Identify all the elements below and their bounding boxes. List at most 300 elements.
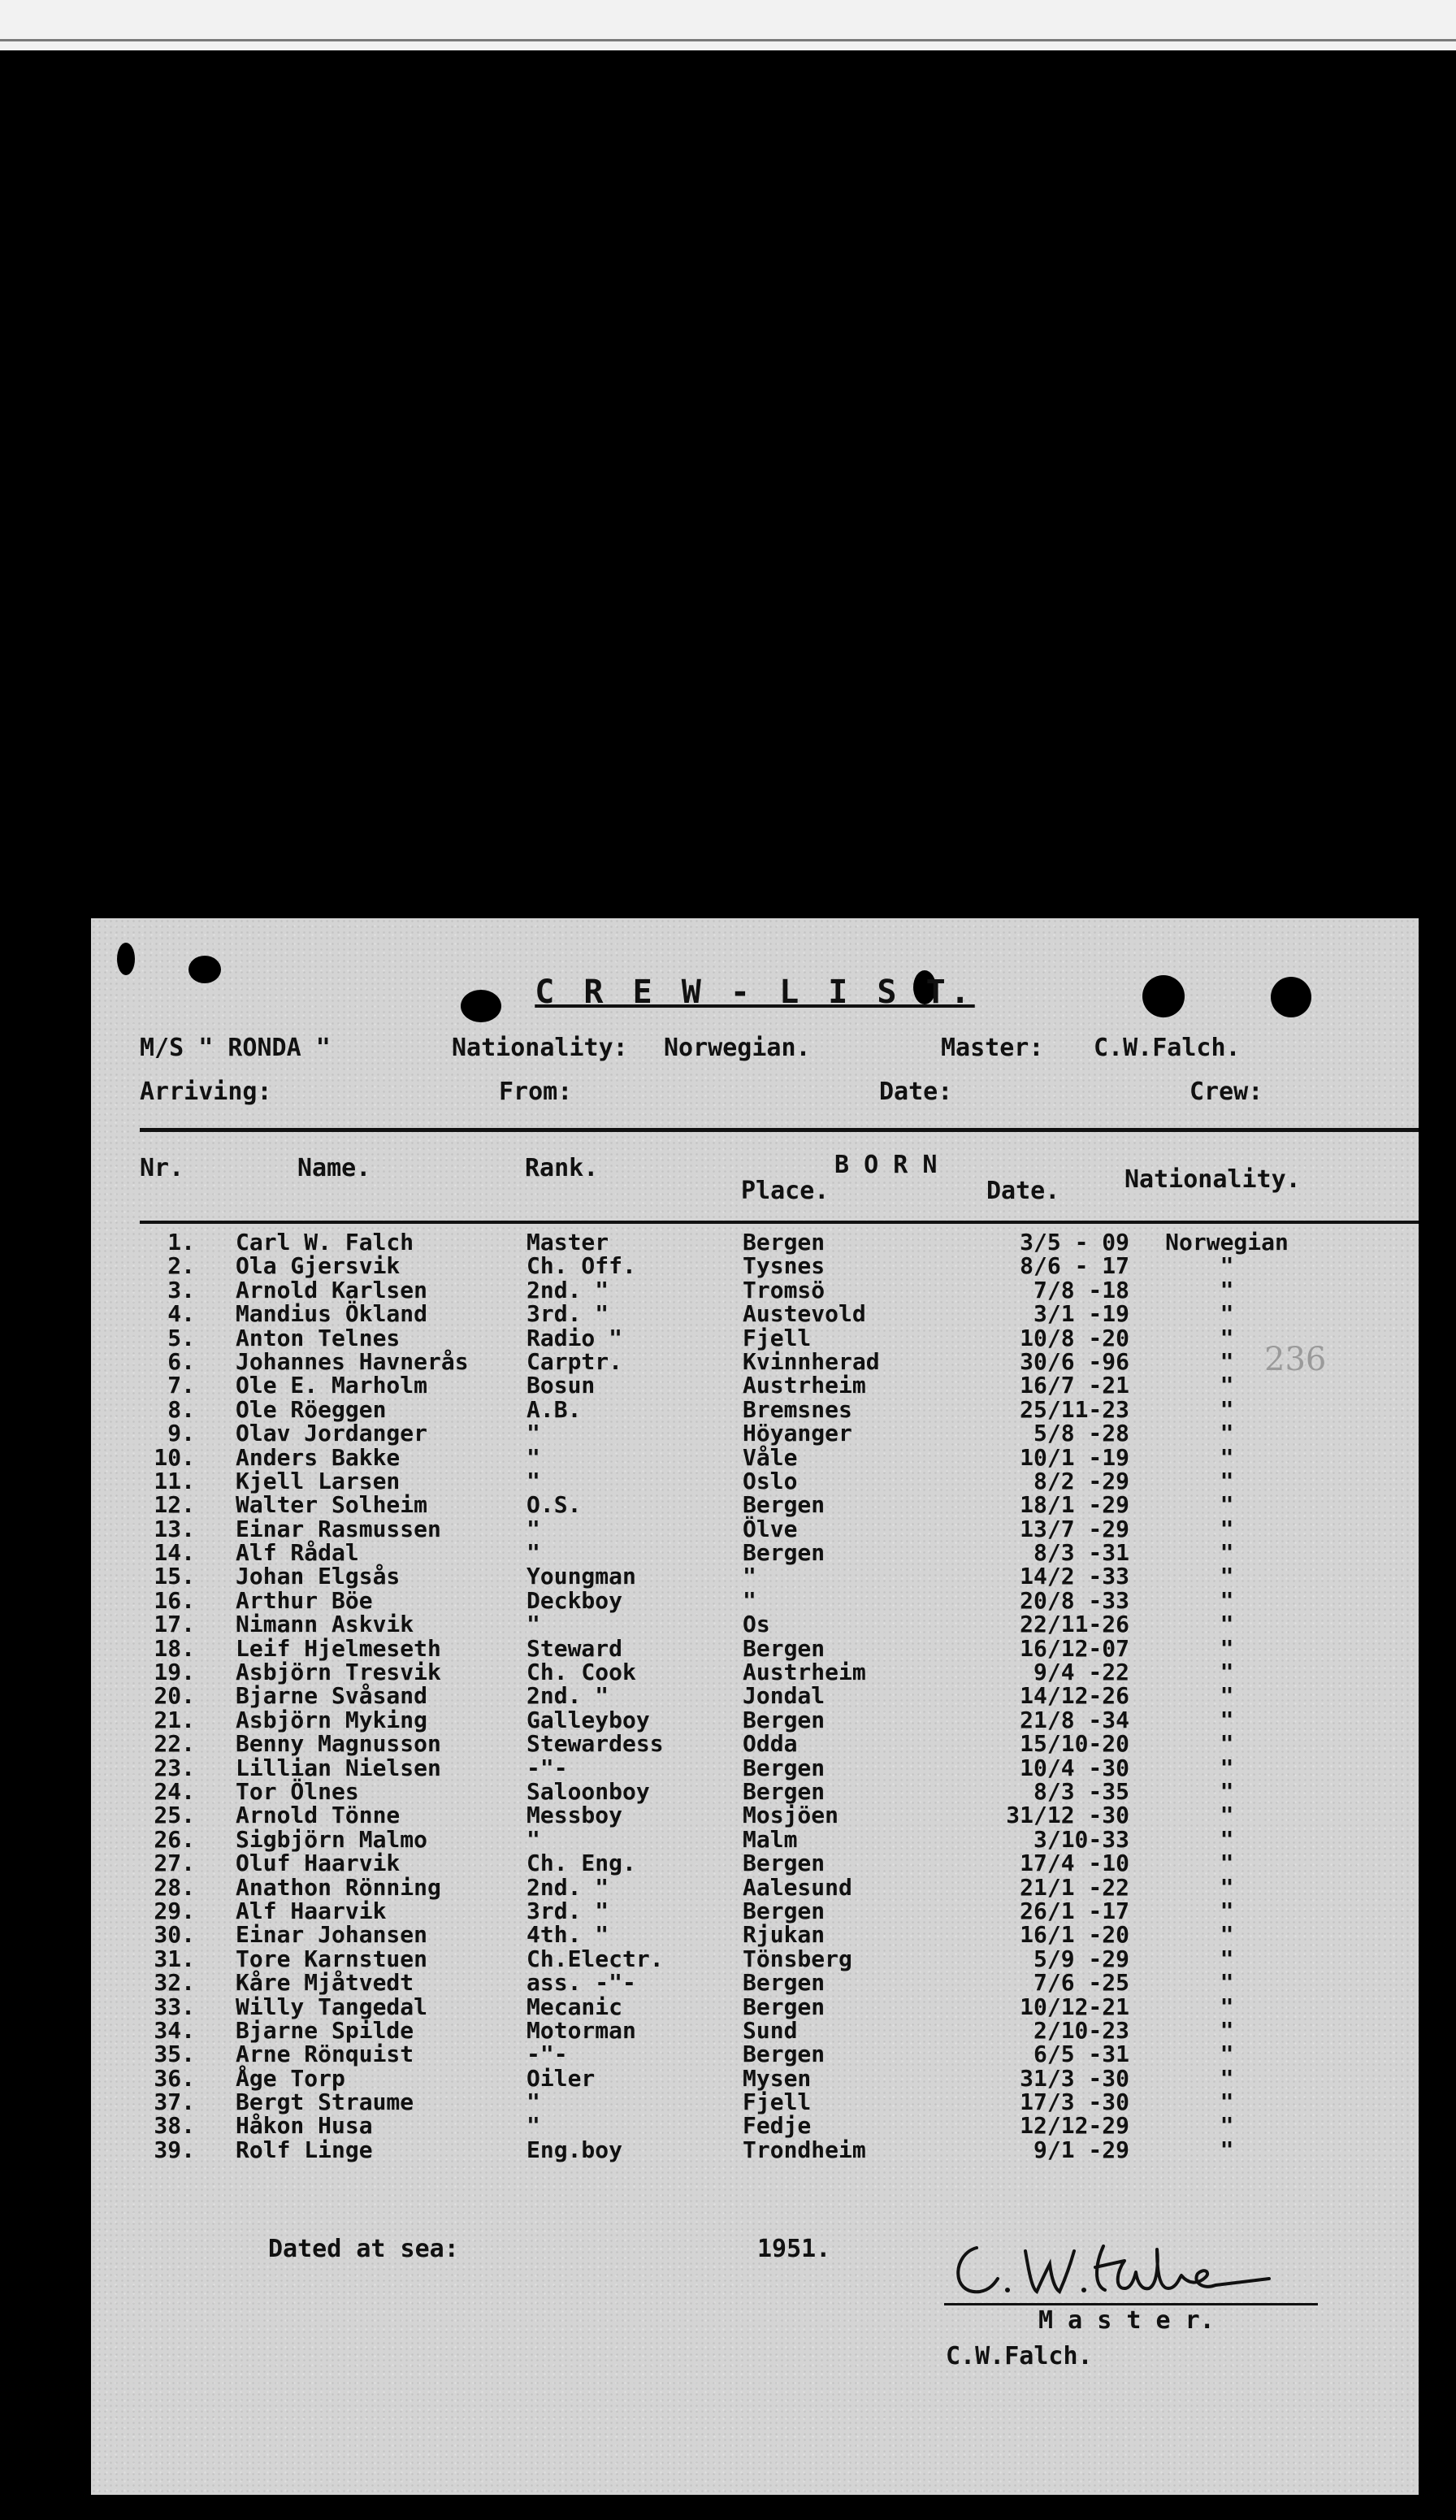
birth-place: Bergen	[743, 1539, 826, 1567]
birth-place: Os	[743, 1611, 770, 1638]
birth-place: Trondheim	[743, 2136, 866, 2163]
crew-name: Arnold Karlsen	[236, 1276, 428, 1303]
crew-name: Arne Rönquist	[236, 2041, 414, 2068]
birth-date: 10/8 -20	[1020, 1324, 1129, 1351]
crew-rank: Oiler	[526, 2064, 596, 2092]
crew-name: Alf Haarvik	[236, 1897, 387, 1924]
birth-place: Austevold	[743, 1300, 866, 1328]
crew-nationality: "	[1220, 2088, 1234, 2116]
table-row	[91, 1443, 1419, 1471]
crew-name: Asbjörn Tresvik	[236, 1659, 441, 1686]
table-row	[91, 1491, 1419, 1519]
crew-nationality: "	[1220, 1539, 1234, 1567]
birth-place: Tromsö	[743, 1276, 826, 1303]
row-number: 3.	[167, 1276, 195, 1303]
header-rule-top	[140, 1128, 1419, 1132]
row-number: 20.	[154, 1682, 195, 1710]
header-rule-bottom	[140, 1221, 1419, 1224]
birth-date: 3/10-33	[1033, 1825, 1129, 1853]
birth-place: Malm	[743, 1825, 798, 1853]
from-label: From:	[499, 1078, 573, 1106]
column-nationality: Nationality.	[1124, 1165, 1301, 1194]
row-number: 28.	[154, 1873, 195, 1901]
row-number: 8.	[167, 1395, 195, 1423]
table-row	[91, 2138, 1419, 2162]
table-row	[91, 1969, 1419, 1997]
birth-place: Mysen	[743, 2064, 812, 2092]
birth-place: Jondal	[743, 1682, 826, 1710]
crew-nationality: "	[1220, 2041, 1234, 2068]
birth-date: 30/6 -96	[1020, 1347, 1129, 1375]
crew-nationality: "	[1220, 1324, 1234, 1351]
birth-date: 17/3 -30	[1020, 2088, 1129, 2116]
birth-place: Odda	[743, 1730, 798, 1758]
crew-rank: 2nd. "	[526, 1873, 609, 1901]
crew-nationality: "	[1220, 1372, 1234, 1399]
crew-rank: Ch. Cook	[526, 1659, 636, 1686]
birth-place: Kvinnherad	[743, 1347, 880, 1375]
row-number: 31.	[154, 1945, 195, 1972]
crew-nationality: "	[1220, 1706, 1234, 1733]
row-number: 19.	[154, 1659, 195, 1686]
crew-rank: "	[526, 1825, 540, 1853]
crew-nationality: "	[1220, 1897, 1234, 1924]
crew-rank: Stewardess	[526, 1730, 664, 1758]
column-rank: Rank.	[525, 1154, 599, 1182]
row-number: 23.	[154, 1754, 195, 1781]
nationality-value: Norwegian.	[664, 1034, 811, 1062]
crew-nationality: "	[1220, 1659, 1234, 1686]
master-caption: M a s t e r.	[1038, 2306, 1215, 2335]
table-row	[91, 1395, 1419, 1423]
row-number: 6.	[167, 1347, 195, 1375]
birth-place: Aalesund	[743, 1873, 852, 1901]
birth-date: 16/12-07	[1020, 1634, 1129, 1662]
signature-line	[944, 2303, 1318, 2305]
birth-place: Våle	[743, 1443, 798, 1471]
crew-nationality: "	[1220, 1300, 1234, 1328]
row-number: 12.	[154, 1491, 195, 1519]
crew-name: Nimann Askvik	[236, 1611, 414, 1638]
row-number: 29.	[154, 1897, 195, 1924]
birth-date: 17/4 -10	[1020, 1850, 1129, 1877]
birth-date: 5/9 -29	[1033, 1945, 1129, 1972]
crew-nationality: "	[1220, 2112, 1234, 2140]
scan-bed-edge	[0, 0, 1456, 50]
birth-date: 20/8 -33	[1020, 1586, 1129, 1614]
table-row	[91, 1300, 1419, 1328]
birth-place: Bergen	[743, 1754, 826, 1781]
table-row	[91, 1634, 1419, 1662]
crew-name: Alf Rådal	[236, 1539, 359, 1567]
crew-rank: "	[526, 1539, 540, 1567]
table-row	[91, 1708, 1419, 1732]
table-row	[91, 1278, 1419, 1302]
row-number: 22.	[154, 1730, 195, 1758]
row-number: 35.	[154, 2041, 195, 2068]
crew-rank: "	[526, 1467, 540, 1494]
birth-place: Bremsnes	[743, 1395, 852, 1423]
document-year: 1951.	[757, 2235, 831, 2263]
crew-name: Bergt Straume	[236, 2088, 414, 2116]
crew-nationality: "	[1220, 1347, 1234, 1375]
birth-place: Austrheim	[743, 1659, 866, 1686]
table-row	[91, 1682, 1419, 1710]
birth-date: 12/12-29	[1020, 2112, 1129, 2140]
crew-rank: Galleyboy	[526, 1706, 650, 1733]
crew-rank: Ch.Electr.	[526, 1945, 664, 1972]
birth-place: Höyanger	[743, 1420, 852, 1447]
crew-name: Oluf Haarvik	[236, 1850, 401, 1877]
crew-nationality: "	[1220, 1443, 1234, 1471]
master-name: C.W.Falch.	[946, 2342, 1093, 2370]
crew-name: Håkon Husa	[236, 2112, 373, 2140]
crew-nationality: "	[1220, 1754, 1234, 1781]
arriving-label: Arriving:	[140, 1078, 272, 1106]
birth-date: 14/12-26	[1020, 1682, 1129, 1710]
nationality-label: Nationality:	[452, 1034, 628, 1062]
row-number: 7.	[167, 1372, 195, 1399]
birth-date: 2/10-23	[1033, 2016, 1129, 2044]
birth-date: 31/12 -30	[1006, 1802, 1129, 1829]
table-row	[91, 2112, 1419, 2140]
row-number: 39.	[154, 2136, 195, 2163]
table-row	[91, 1873, 1419, 1901]
birth-place: Ölve	[743, 1515, 798, 1542]
crew-nationality: "	[1220, 1777, 1234, 1805]
birth-place: Bergen	[743, 2041, 826, 2068]
master-label: Master:	[941, 1034, 1044, 1062]
row-number: 4.	[167, 1300, 195, 1328]
birth-place: "	[743, 1586, 756, 1614]
crew-rank: Deckboy	[526, 1586, 623, 1614]
crew-nationality: "	[1220, 1730, 1234, 1758]
crew-nationality: "	[1220, 1252, 1234, 1280]
birth-date: 10/4 -30	[1020, 1754, 1129, 1781]
crew-nationality: "	[1220, 1634, 1234, 1662]
row-number: 32.	[154, 1969, 195, 1997]
crew-rank: Messboy	[526, 1802, 623, 1829]
row-number: 2.	[167, 1252, 195, 1280]
table-row	[91, 1230, 1419, 1254]
row-number: 9.	[167, 1420, 195, 1447]
birth-place: Bergen	[743, 1993, 826, 2020]
table-row	[91, 2064, 1419, 2092]
crew-nationality: "	[1220, 1682, 1234, 1710]
crew-nationality: "	[1220, 1969, 1234, 1997]
crew-name: Carl W. Falch	[236, 1229, 414, 1256]
table-row	[91, 1612, 1419, 1636]
crew-rank: -"-	[526, 1754, 568, 1781]
crew-nationality: "	[1220, 1873, 1234, 1901]
row-number: 17.	[154, 1611, 195, 1638]
crew-name: Tore Karnstuen	[236, 1945, 428, 1972]
crew-rank: 3rd. "	[526, 1897, 609, 1924]
birth-date: 9/4 -22	[1033, 1659, 1129, 1686]
crew-name: Willy Tangedal	[236, 1993, 428, 2020]
table-row	[91, 2042, 1419, 2066]
crew-rank: 2nd. "	[526, 1682, 609, 1710]
crew-nationality: "	[1220, 2136, 1234, 2163]
table-row	[91, 1756, 1419, 1780]
crew-rank: 4th. "	[526, 1921, 609, 1949]
crew-nationality: "	[1220, 1420, 1234, 1447]
crew-nationality: "	[1220, 1491, 1234, 1519]
birth-place: Bergen	[743, 1491, 826, 1519]
birth-date: 7/8 -18	[1033, 1276, 1129, 1303]
crew-name: Olav Jordanger	[236, 1420, 428, 1447]
table-row	[91, 1252, 1419, 1280]
birth-place: Fjell	[743, 1324, 812, 1351]
birth-place: Bergen	[743, 1850, 826, 1877]
crew-name: Åge Torp	[236, 2064, 345, 2092]
crew-name: Kjell Larsen	[236, 1467, 401, 1494]
table-row	[91, 1564, 1419, 1588]
blot-mark	[117, 943, 135, 975]
crew-name: Leif Hjelmeseth	[236, 1634, 441, 1662]
crew-name: Walter Solheim	[236, 1491, 428, 1519]
crew-rank: Eng.boy	[526, 2136, 623, 2163]
birth-date: 25/11-23	[1020, 1395, 1129, 1423]
birth-date: 10/12-21	[1020, 1993, 1129, 2020]
crew-name: Ola Gjersvik	[236, 1252, 401, 1280]
crew-nationality: "	[1220, 1467, 1234, 1494]
crew-rank: ass. -"-	[526, 1969, 636, 1997]
row-number: 26.	[154, 1825, 195, 1853]
crew-nationality: "	[1220, 1515, 1234, 1542]
table-row	[91, 1777, 1419, 1805]
column-name: Name.	[297, 1154, 371, 1182]
crew-rank: 2nd. "	[526, 1276, 609, 1303]
vessel-name: M/S " RONDA "	[140, 1034, 331, 1062]
birth-place: Bergen	[743, 1969, 826, 1997]
crew-rank: Motorman	[526, 2016, 636, 2044]
table-row	[91, 1421, 1419, 1445]
row-number: 34.	[154, 2016, 195, 2044]
birth-date: 31/3 -30	[1020, 2064, 1129, 2092]
crew-rank: "	[526, 1611, 540, 1638]
crew-list-page	[91, 918, 1419, 2495]
date-label: Date:	[879, 1078, 953, 1106]
crew-name: Bjarne Spilde	[236, 2016, 414, 2044]
crew-name: Kåre Mjåtvedt	[236, 1969, 414, 1997]
column-born: B O R N	[834, 1151, 938, 1179]
row-number: 24.	[154, 1777, 195, 1805]
birth-date: 3/5 - 09	[1020, 1229, 1129, 1256]
crew-rank: Master	[526, 1229, 609, 1256]
table-row	[91, 1347, 1419, 1375]
birth-place: Tysnes	[743, 1252, 826, 1280]
row-number: 10.	[154, 1443, 195, 1471]
crew-rank: Ch. Off.	[526, 1252, 636, 1280]
crew-name: Asbjörn Myking	[236, 1706, 428, 1733]
crew-name: Einar Rasmussen	[236, 1515, 441, 1542]
birth-date: 26/1 -17	[1020, 1897, 1129, 1924]
table-row	[91, 1825, 1419, 1853]
birth-place: Fjell	[743, 2088, 812, 2116]
crew-rank: Saloonboy	[526, 1777, 650, 1805]
crew-nationality: "	[1220, 2064, 1234, 2092]
crew-name: Bjarne Svåsand	[236, 1682, 428, 1710]
crew-rank: Bosun	[526, 1372, 596, 1399]
table-row	[91, 1921, 1419, 1949]
birth-place: Rjukan	[743, 1921, 826, 1949]
row-number: 18.	[154, 1634, 195, 1662]
table-row	[91, 1851, 1419, 1875]
crew-name: Arnold Tönne	[236, 1802, 401, 1829]
crew-rank: "	[526, 1443, 540, 1471]
crew-name: Mandius Ökland	[236, 1300, 428, 1328]
table-row	[91, 1586, 1419, 1614]
crew-nationality: "	[1220, 1850, 1234, 1877]
column-place: Place.	[741, 1177, 830, 1205]
crew-nationality: Norwegian	[1165, 1229, 1289, 1256]
birth-date: 16/1 -20	[1020, 1921, 1129, 1949]
crew-name: Lillian Nielsen	[236, 1754, 441, 1781]
table-row	[91, 1539, 1419, 1567]
crew-nationality: "	[1220, 1611, 1234, 1638]
birth-place: Bergen	[743, 1634, 826, 1662]
crew-nationality: "	[1220, 1825, 1234, 1853]
birth-date: 7/6 -25	[1033, 1969, 1129, 1997]
row-number: 21.	[154, 1706, 195, 1733]
birth-place: Oslo	[743, 1467, 798, 1494]
row-number: 13.	[154, 1515, 195, 1542]
master-value: C.W.Falch.	[1094, 1034, 1241, 1062]
birth-date: 8/3 -35	[1033, 1777, 1129, 1805]
birth-date: 16/7 -21	[1020, 1372, 1129, 1399]
crew-name: Anton Telnes	[236, 1324, 401, 1351]
birth-date: 8/2 -29	[1033, 1467, 1129, 1494]
table-row	[91, 1730, 1419, 1758]
row-number: 5.	[167, 1324, 195, 1351]
crew-name: Rolf Linge	[236, 2136, 373, 2163]
birth-date: 8/6 - 17	[1020, 1252, 1129, 1280]
birth-date: 6/5 -31	[1033, 2041, 1129, 2068]
crew-name: Anders Bakke	[236, 1443, 401, 1471]
table-row	[91, 1517, 1419, 1541]
birth-date: 13/7 -29	[1020, 1515, 1129, 1542]
table-row	[91, 1803, 1419, 1827]
crew-rank: Youngman	[526, 1563, 636, 1590]
crew-rank: "	[526, 1515, 540, 1542]
crew-nationality: "	[1220, 1993, 1234, 2020]
birth-place: "	[743, 1563, 756, 1590]
crew-name: Benny Magnusson	[236, 1730, 441, 1758]
row-number: 25.	[154, 1802, 195, 1829]
crew-rank: "	[526, 2112, 540, 2140]
table-row	[91, 1326, 1419, 1350]
crew-rank: O.S.	[526, 1491, 582, 1519]
crew-rank: Carptr.	[526, 1347, 623, 1375]
table-row	[91, 1995, 1419, 2019]
crew-rank: "	[526, 1420, 540, 1447]
column-nr: Nr.	[140, 1154, 184, 1182]
crew-name: Einar Johansen	[236, 1921, 428, 1949]
crew-nationality: "	[1220, 1802, 1234, 1829]
birth-date: 3/1 -19	[1033, 1300, 1129, 1328]
crew-rank: Radio "	[526, 1324, 623, 1351]
crew-rank: Steward	[526, 1634, 623, 1662]
birth-date: 9/1 -29	[1033, 2136, 1129, 2163]
crew-nationality: "	[1220, 1586, 1234, 1614]
row-number: 27.	[154, 1850, 195, 1877]
crew-name: Johannes Havnerås	[236, 1347, 469, 1375]
crew-name: Tor Ölnes	[236, 1777, 359, 1805]
scan-bed-line	[0, 39, 1456, 41]
crew-name: Sigbjörn Malmo	[236, 1825, 428, 1853]
row-number: 1.	[167, 1229, 195, 1256]
birth-place: Bergen	[743, 1777, 826, 1805]
row-number: 16.	[154, 1586, 195, 1614]
crew-rank: A.B.	[526, 1395, 582, 1423]
crew-rank: -"-	[526, 2041, 568, 2068]
row-number: 14.	[154, 1539, 195, 1567]
page-stamp: 236	[1264, 1341, 1327, 1378]
birth-place: Bergen	[743, 1897, 826, 1924]
crew-nationality: "	[1220, 1945, 1234, 1972]
birth-place: Austrheim	[743, 1372, 866, 1399]
birth-place: Bergen	[743, 1706, 826, 1733]
crew-label: Crew:	[1190, 1078, 1263, 1106]
birth-date: 18/1 -29	[1020, 1491, 1129, 1519]
crew-name: Anathon Rönning	[236, 1873, 441, 1901]
table-row	[91, 2016, 1419, 2044]
dated-at-sea-label: Dated at sea:	[268, 2235, 459, 2263]
table-row	[91, 1899, 1419, 1923]
crew-name: Arthur Böe	[236, 1586, 373, 1614]
crew-name: Ole E. Marholm	[236, 1372, 428, 1399]
crew-rank: Mecanic	[526, 1993, 623, 2020]
birth-date: 15/10-20	[1020, 1730, 1129, 1758]
crew-nationality: "	[1220, 1395, 1234, 1423]
birth-place: Fedje	[743, 2112, 812, 2140]
birth-date: 5/8 -28	[1033, 1420, 1129, 1447]
row-number: 30.	[154, 1921, 195, 1949]
crew-nationality: "	[1220, 1563, 1234, 1590]
row-number: 15.	[154, 1563, 195, 1590]
crew-nationality: "	[1220, 1921, 1234, 1949]
birth-date: 21/8 -34	[1020, 1706, 1129, 1733]
table-row	[91, 2090, 1419, 2114]
crew-rank: 3rd. "	[526, 1300, 609, 1328]
table-row	[91, 1660, 1419, 1684]
crew-nationality: "	[1220, 2016, 1234, 2044]
row-number: 33.	[154, 1993, 195, 2020]
crew-table	[91, 1230, 1419, 2162]
birth-place: Bergen	[743, 1229, 826, 1256]
row-number: 38.	[154, 2112, 195, 2140]
crew-nationality: "	[1220, 1276, 1234, 1303]
birth-date: 14/2 -33	[1020, 1563, 1129, 1590]
row-number: 37.	[154, 2088, 195, 2116]
crew-name: Johan Elgsås	[236, 1563, 401, 1590]
crew-name: Ole Röeggen	[236, 1395, 387, 1423]
document-title: C R E W - L I S T.	[535, 974, 975, 1011]
birth-date: 8/3 -31	[1033, 1539, 1129, 1567]
birth-place: Tönsberg	[743, 1945, 852, 1972]
row-number: 11.	[154, 1467, 195, 1494]
birth-place: Mosjöen	[743, 1802, 839, 1829]
crew-rank: Ch. Eng.	[526, 1850, 636, 1877]
birth-date: 22/11-26	[1020, 1611, 1129, 1638]
table-row	[91, 1947, 1419, 1971]
table-row	[91, 1469, 1419, 1493]
birth-place: Sund	[743, 2016, 798, 2044]
column-date: Date.	[986, 1177, 1060, 1205]
row-number: 36.	[154, 2064, 195, 2092]
master-signature	[944, 2232, 1285, 2305]
